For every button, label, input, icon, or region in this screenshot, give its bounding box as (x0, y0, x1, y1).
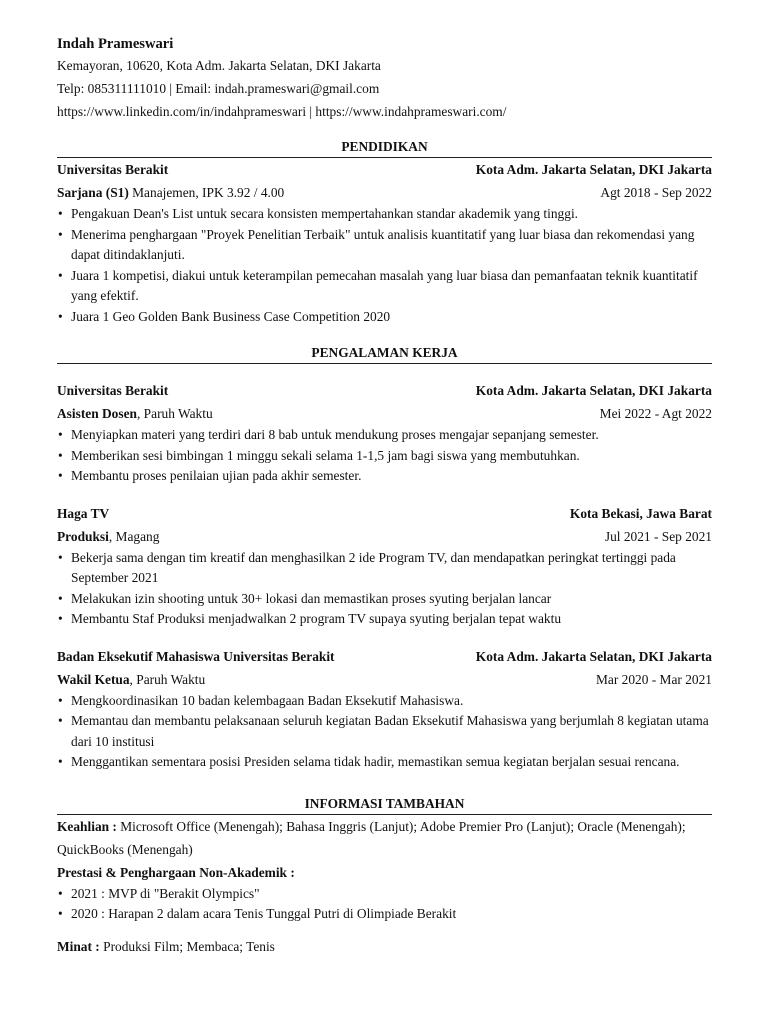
experience-role (57, 525, 159, 548)
list-item: • Melakukan izin shooting untuk 30+ lokasi dan memastikan proses syuting berjalan lancar (71, 589, 712, 610)
role-detail: , Magang (108, 528, 160, 544)
resume-header (57, 34, 712, 123)
contact-line: Telp: 085311111010 | Email: indah.prameswari@gmail.com (57, 81, 380, 96)
experience-role (57, 668, 205, 691)
experience-role-row (57, 402, 712, 425)
education-heading-row (57, 158, 712, 181)
education-degree (57, 181, 284, 204)
experience-dates: Mar 2020 - Mar 2021 (595, 671, 712, 687)
experience-bullets (57, 425, 712, 487)
list-item: • Juara 1 Geo Golden Bank Business Case Competition 2020 (71, 307, 712, 328)
list-item: • 2021 : MVP di "Berakit Olympics" (71, 884, 712, 905)
list-item: • Mengkoordinasikan 10 badan kelembagaan Badan Eksekutif Mahasiswa. (71, 691, 712, 712)
experience-location: Kota Adm. Jakarta Selatan, DKI Jakarta (475, 383, 712, 398)
list-item: • 2020 : Harapan 2 dalam acara Tenis Tunggal Putri di Olimpiade Berakit (71, 904, 712, 925)
skills-text: Microsoft Office (Menengah); Bahasa Inggris (Lanjut); Adobe Premier Pro (Lanjut); Oracle (Menengah); QuickBooks (Menengah) (57, 818, 686, 857)
list-item: • Memberikan sesi bimbingan 1 minggu sekali selama 1-1,5 jam bagi siswa yang membutuhkan. (71, 446, 712, 467)
list-item: • Menggantikan sementara posisi Presiden selama tidak hadir, memastikan semua kegiatan berjalan sesuai rencana. (71, 752, 712, 773)
section-title-additional: INFORMASI TAMBAHAN (304, 795, 465, 811)
education-section (57, 138, 712, 327)
section-spacer (57, 327, 712, 344)
role-title: Asisten Dosen (57, 406, 137, 421)
experience-location: Kota Bekasi, Jawa Barat (569, 505, 712, 521)
experience-section (57, 344, 712, 773)
links-line: https://www.linkedin.com/in/indahprameswari | https://www.indahprameswari.com/ (57, 104, 507, 119)
experience-heading-row (57, 379, 712, 402)
experience-location: Kota Adm. Jakarta Selatan, DKI Jakarta (475, 648, 712, 664)
experience-entry (57, 502, 712, 630)
section-spacer (57, 773, 712, 795)
experience-role-row (57, 668, 712, 691)
section-divider (57, 363, 712, 364)
education-location: Kota Adm. Jakarta Selatan, DKI Jakarta (475, 162, 712, 177)
list-item: • Menerima penghargaan "Proyek Penelitian Terbaik" untuk analisis kuantitatif yang luar biasa dan rekomendasi yang dapat ditindaklanjuti. (71, 225, 712, 266)
education-bullets (57, 204, 712, 327)
experience-bullets (57, 691, 712, 773)
experience-org: Haga TV (57, 505, 110, 521)
additional-section (57, 795, 712, 958)
role-detail: , Paruh Waktu (129, 671, 206, 687)
address-line: Kemayoran, 10620, Kota Adm. Jakarta Selatan, DKI Jakarta (57, 58, 381, 73)
candidate-name: Indah Prameswari (57, 36, 174, 52)
experience-dates: Mei 2022 - Agt 2022 (599, 406, 712, 421)
experience-role-row (57, 525, 712, 548)
list-item: • Menyiapkan materi yang terdiri dari 8 bab untuk mendukung proses mengajar sepanjang semester. (71, 425, 712, 446)
list-item: • Bekerja sama dengan tim kreatif dan menghasilkan 2 ide Program TV, dan mendapatkan peringkat tertinggi pada September 2021 (71, 548, 712, 589)
awards-list (57, 884, 712, 925)
list-item: • Membantu proses penilaian ujian pada akhir semester. (71, 466, 712, 487)
experience-heading-row (57, 502, 712, 525)
list-item: • Juara 1 kompetisi, diakui untuk keterampilan pemecahan masalah yang luar biasa dan pemanfaatan teknik kuantitatif yang efektif. (71, 266, 712, 307)
experience-org: Badan Eksekutif Mahasiswa Universitas Berakit (57, 648, 335, 664)
experience-entry (57, 379, 712, 487)
section-title-experience: PENGALAMAN KERJA (311, 345, 458, 360)
interests-text: Produksi Film; Membaca; Tenis (99, 938, 275, 954)
experience-heading-row (57, 645, 712, 668)
skills-line (57, 815, 712, 861)
role-detail: , Paruh Waktu (136, 406, 213, 421)
degree-detail: Manajemen, IPK 3.92 / 4.00 (128, 185, 285, 200)
experience-dates: Jul 2021 - Sep 2021 (604, 528, 712, 544)
interests-label: Minat : (57, 938, 100, 954)
role-title: Produksi (57, 528, 109, 544)
list-item: • Pengakuan Dean's List untuk secara konsisten mempertahankan standar akademik yang tinggi. (71, 204, 712, 225)
experience-bullets (57, 548, 712, 630)
role-title: Wakil Ketua (57, 671, 130, 687)
experience-org: Universitas Berakit (57, 383, 169, 398)
skills-label: Keahlian : (57, 818, 117, 834)
degree-title: Sarjana (S1) (57, 185, 129, 200)
education-degree-row (57, 181, 712, 204)
awards-label: Prestasi & Penghargaan Non-Akademik : (57, 864, 295, 880)
interests-line (57, 935, 712, 958)
experience-entry (57, 645, 712, 773)
experience-role (57, 402, 213, 425)
list-item: • Memantau dan membantu pelaksanaan seluruh kegiatan Badan Eksekutif Mahasiswa yang berjumlah 8 kegiatan utama dari 10 institusi (71, 711, 712, 752)
list-item: • Membantu Staf Produksi menjadwalkan 2 program TV supaya syuting berjalan tepat waktu (71, 609, 712, 630)
education-institution: Universitas Berakit (57, 162, 169, 177)
section-title-education: PENDIDIKAN (341, 139, 428, 154)
education-dates: Agt 2018 - Sep 2022 (600, 185, 712, 200)
